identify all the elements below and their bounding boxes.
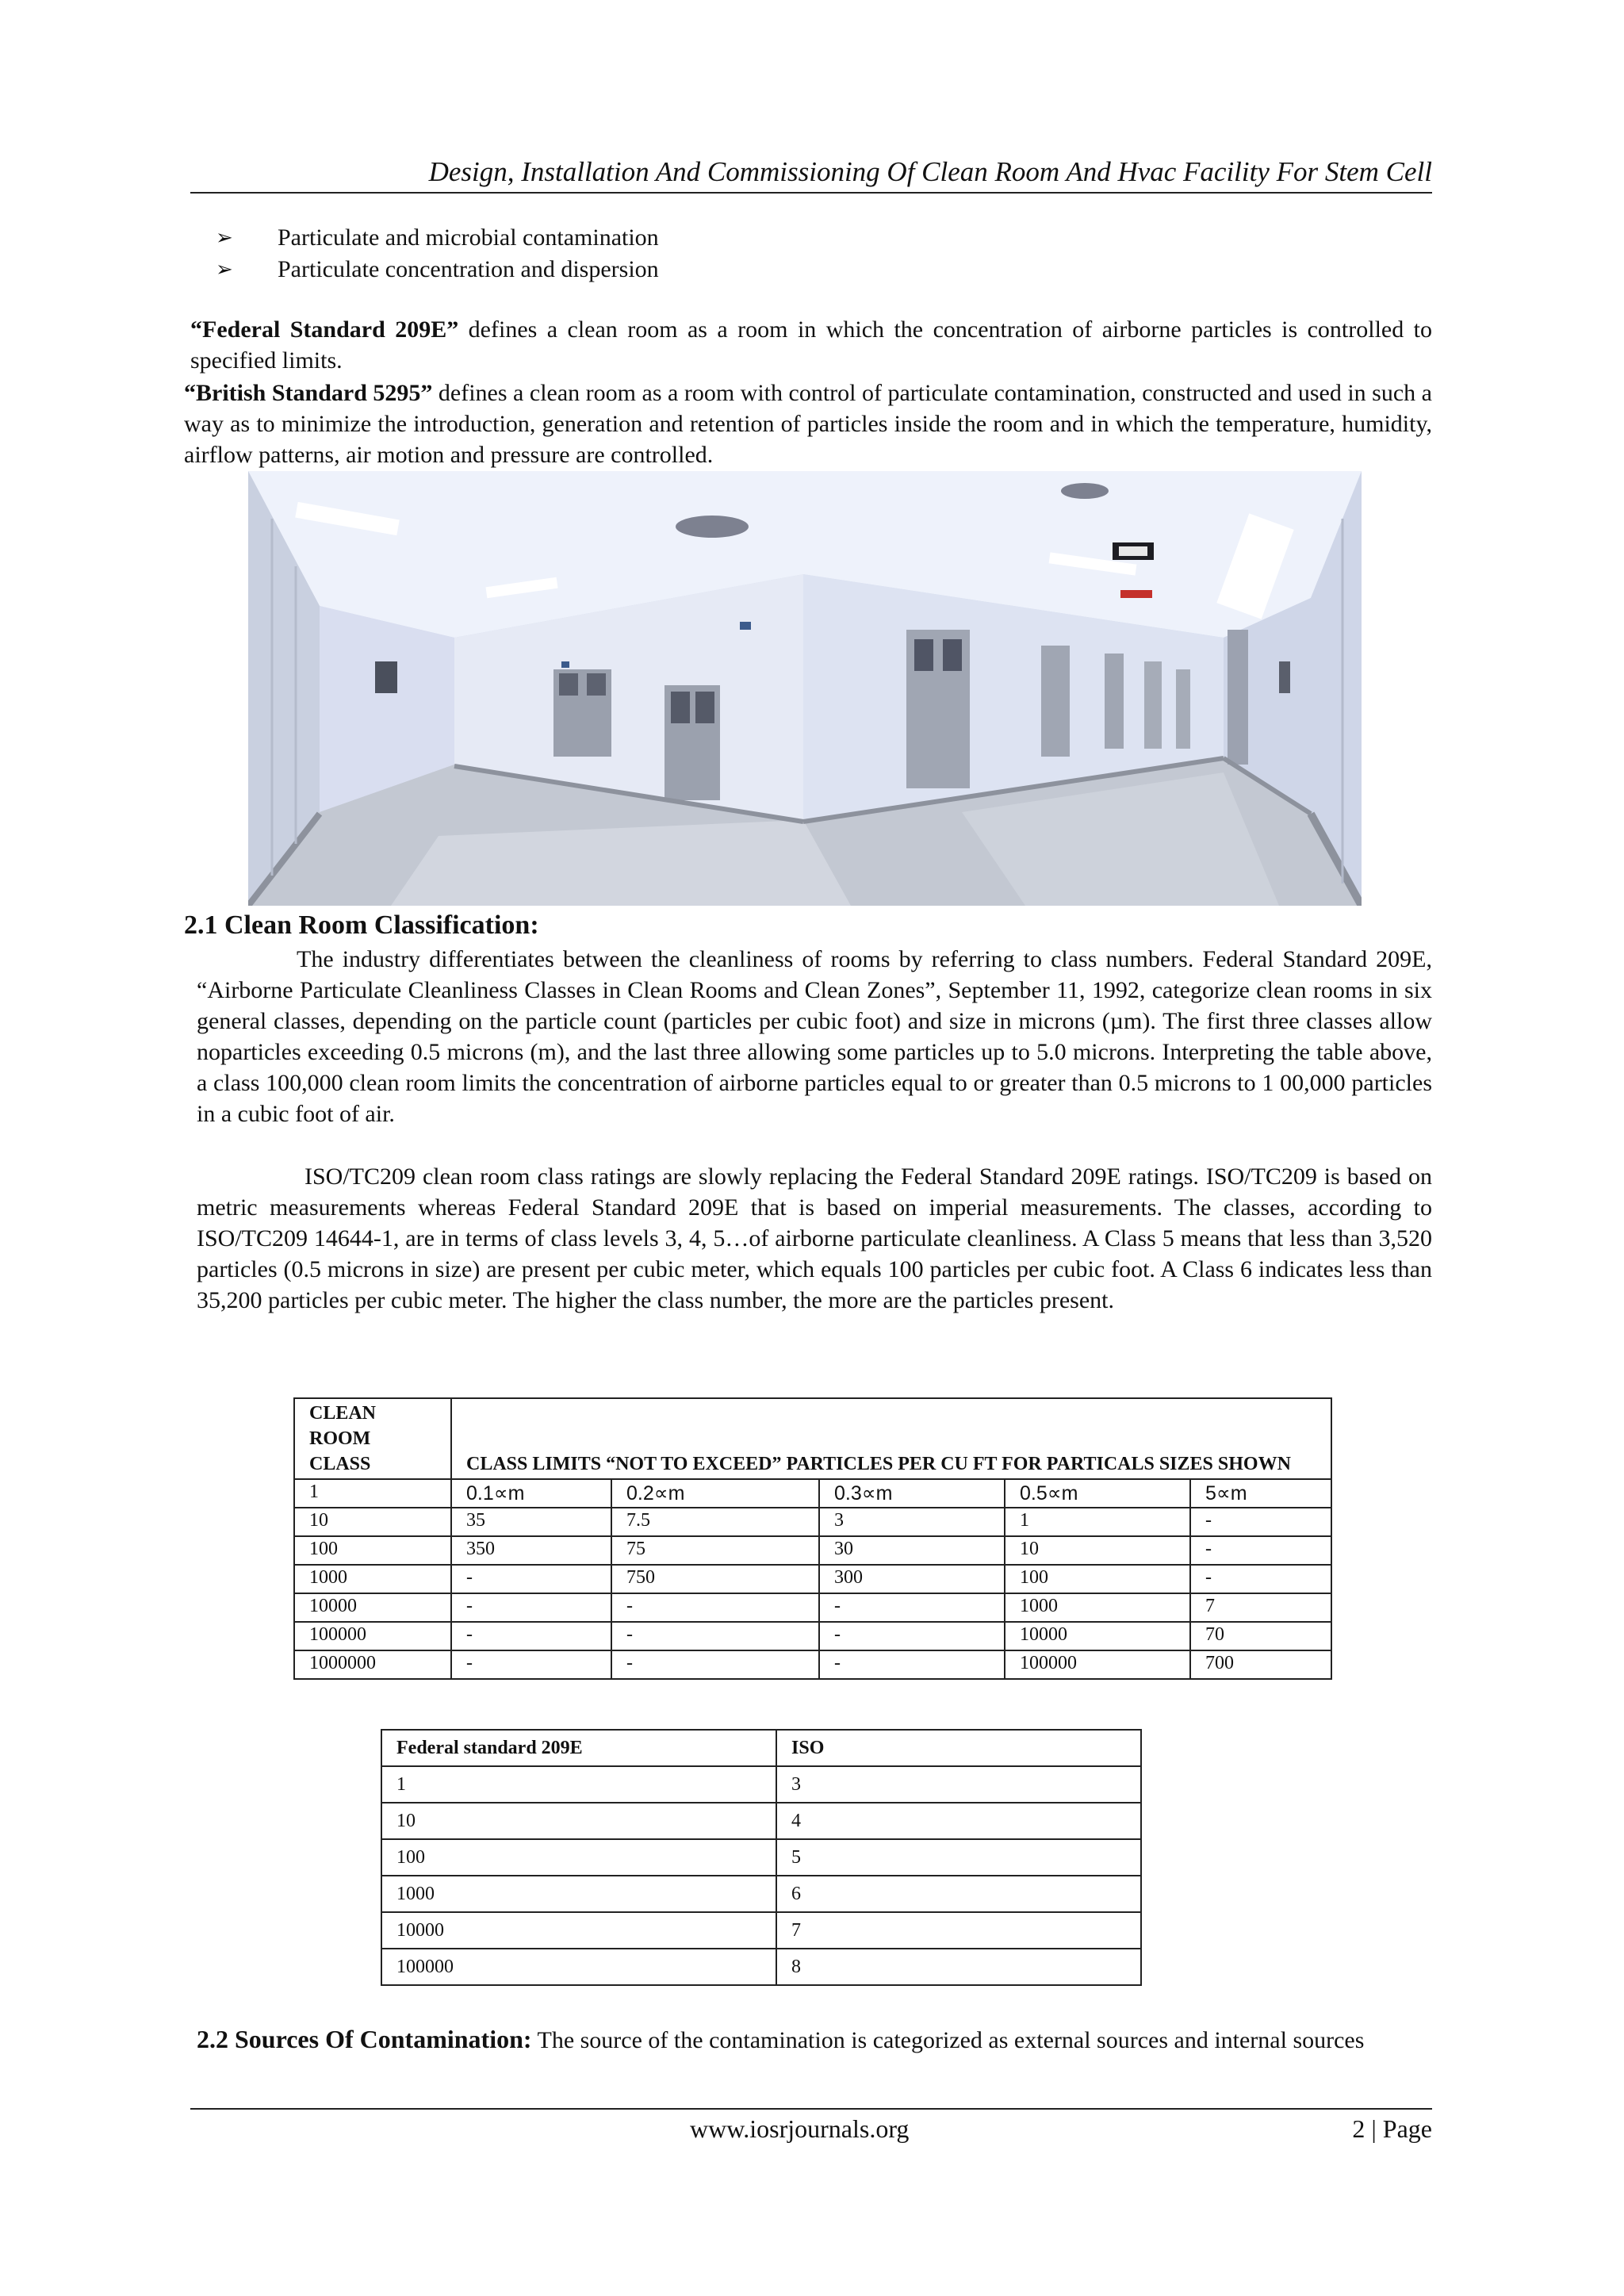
british-definition: “British Standard 5295” defines a clean room as a room with control of particulate contamination, constructed and used in such a way as to minimize the introduction, generation and retention of particles inside the room and in which the temperature, humidity, airflow patterns, air motion and pressure are controlled. [184,380,1432,468]
table-cell: - [451,1593,611,1622]
arrow-bullet-icon: ➢ [216,226,233,249]
table-cell: 3 [776,1766,1141,1803]
table-cell: 10000 [1005,1622,1190,1650]
table-row [381,1839,1141,1876]
table-row [381,1803,1141,1839]
table-cell: 1000 [1005,1593,1190,1622]
table-header-cell: ISO [776,1730,1141,1766]
table-cell: - [611,1622,819,1650]
table-cell: - [819,1593,1005,1622]
table-cell: 0.1∝m [451,1479,611,1508]
table-cell: 300 [819,1565,1005,1593]
table-cell: 1 [381,1766,776,1803]
sources-paragraph: 2.2 Sources Of Contamination: The source of the contamination is categorized as external sources and internal sources [197,2025,1365,2053]
table-row [381,1949,1141,1985]
table-cell: 100000 [294,1622,451,1650]
table-cell: 1 [294,1479,451,1508]
classification-paragraph-2: ISO/TC209 clean room class ratings are slowly replacing the Federal Standard 209E ratings. ISO/TC209 is based on metric measurements whereas Federal Standard 209E that is based on imperial measurements. The classes, according to ISO/TC209 14644-1, are in terms of class levels 3, 4, 5…of airborne particulate cleanliness. A Class 5 means that less than 3,520 particles (0.5 microns in size) are present per cubic meter, which equals 100 particles per cubic foot. A Class 6 indicates less than 35,200 particles per cubic meter. The higher the class number, the more are the particles present. [197,1163,1432,1313]
table-cell: 1 [1005,1508,1190,1536]
header-rule [190,192,1432,194]
clean-room-corridor-photo [248,471,1362,906]
table-cell: 5∝m [1190,1479,1331,1508]
classification-paragraph-1: The industry differentiates between the cleanliness of rooms by referring to class numbers. Federal Standard 209E, “Airborne Particulate Cleanliness Classes in Clean Rooms and Clean Zones”, September 11, 1992, categorize clean rooms in six general classes, depending on the particle count (particles per cubic foot) and size in microns (µm). The first three classes allow noparticles exceeding 0.5 microns (m), and the last three allowing some particles up to 5.0 microns. Interpreting the table above, a class 100,000 clean room limits the concentration of airborne particles equal to or greater than 0.5 microns to 1 00,000 particles in a cubic foot of air. [197,946,1432,1127]
table-cell: - [611,1593,819,1622]
table-cell: 7.5 [611,1508,819,1536]
journal-url-link[interactable]: www.iosrjournals.org [690,2114,910,2143]
table-cell: 0.5∝m [1005,1479,1190,1508]
running-header: Design, Installation And Commissioning Of Clean Room And Hvac Facility For Stem Cell [428,156,1432,187]
table-cell: 10 [294,1508,451,1536]
table-row [294,1593,1331,1622]
table-cell: 10000 [381,1912,776,1949]
table-cell: 700 [1190,1650,1331,1679]
table-cell: 100000 [381,1949,776,1985]
table-cell: 10 [381,1803,776,1839]
table-header-row [381,1730,1141,1766]
table-cell: 75 [611,1536,819,1565]
table-cell: 100000 [1005,1650,1190,1679]
table-cell: 1000 [294,1565,451,1593]
bullet-list [216,222,659,286]
table-row [294,1622,1331,1650]
table-header-cell: Federal standard 209E [381,1730,776,1766]
table-cell: - [1190,1536,1331,1565]
table-cell: - [819,1622,1005,1650]
table-cell: 7 [776,1912,1141,1949]
table-cell: 0.2∝m [611,1479,819,1508]
page-number: 2 | Page [1352,2114,1432,2143]
list-item: ➢ Particulate concentration and dispersion [216,254,659,286]
section-heading-2-2: 2.2 Sources Of Contamination: [197,2025,532,2053]
section-heading-2-1: 2.1 Clean Room Classification: [184,910,539,940]
table-cell: 4 [776,1803,1141,1839]
table-cell: 6 [776,1876,1141,1912]
table-cell: 100 [1005,1565,1190,1593]
footer-rule [190,2108,1432,2110]
table-row [381,1876,1141,1912]
table-row [294,1479,1331,1508]
federal-definition: “Federal Standard 209E” defines a clean room as a room in which the concentration of airborne particles is controlled to specified limits. [190,316,1432,374]
table-cell: 100 [294,1536,451,1565]
table-cell: - [611,1650,819,1679]
table-cell: - [451,1650,611,1679]
table-cell: 70 [1190,1622,1331,1650]
table-row [294,1508,1331,1536]
table-cell: - [451,1622,611,1650]
table-cell: 1000 [381,1876,776,1912]
table-cell: 3 [819,1508,1005,1536]
arrow-bullet-icon: ➢ [216,258,233,281]
list-item: ➢ Particulate and microbial contamination [216,222,659,254]
table-cell: 350 [451,1536,611,1565]
table-row [381,1912,1141,1949]
table-row [294,1650,1331,1679]
table-cell: 100 [381,1839,776,1876]
table-cell: 10000 [294,1593,451,1622]
table-cell: 10 [1005,1536,1190,1565]
table-cell: 7 [1190,1593,1331,1622]
table-cell: - [1190,1508,1331,1536]
cleanroom-class-limits-table [293,1397,1332,1680]
table-cell: 750 [611,1565,819,1593]
table-cell: 8 [776,1949,1141,1985]
table-cell: 30 [819,1536,1005,1565]
table-row [294,1565,1331,1593]
table-cell: - [451,1565,611,1593]
table-header-row [294,1398,1331,1479]
table-cell: 35 [451,1508,611,1536]
table-cell: 1000000 [294,1650,451,1679]
table-header-cell: CLEAN ROOM CLASS [294,1398,451,1479]
table-row [294,1536,1331,1565]
federal-iso-comparison-table [381,1729,1142,1986]
table-cell: - [1190,1565,1331,1593]
table-row [381,1766,1141,1803]
table-cell: 0.3∝m [819,1479,1005,1508]
table-cell: - [819,1650,1005,1679]
table-header-cell: CLASS LIMITS “NOT TO EXCEED” PARTICLES PER CU FT FOR PARTICALS SIZES SHOWN [451,1398,1331,1479]
table-cell: 5 [776,1839,1141,1876]
